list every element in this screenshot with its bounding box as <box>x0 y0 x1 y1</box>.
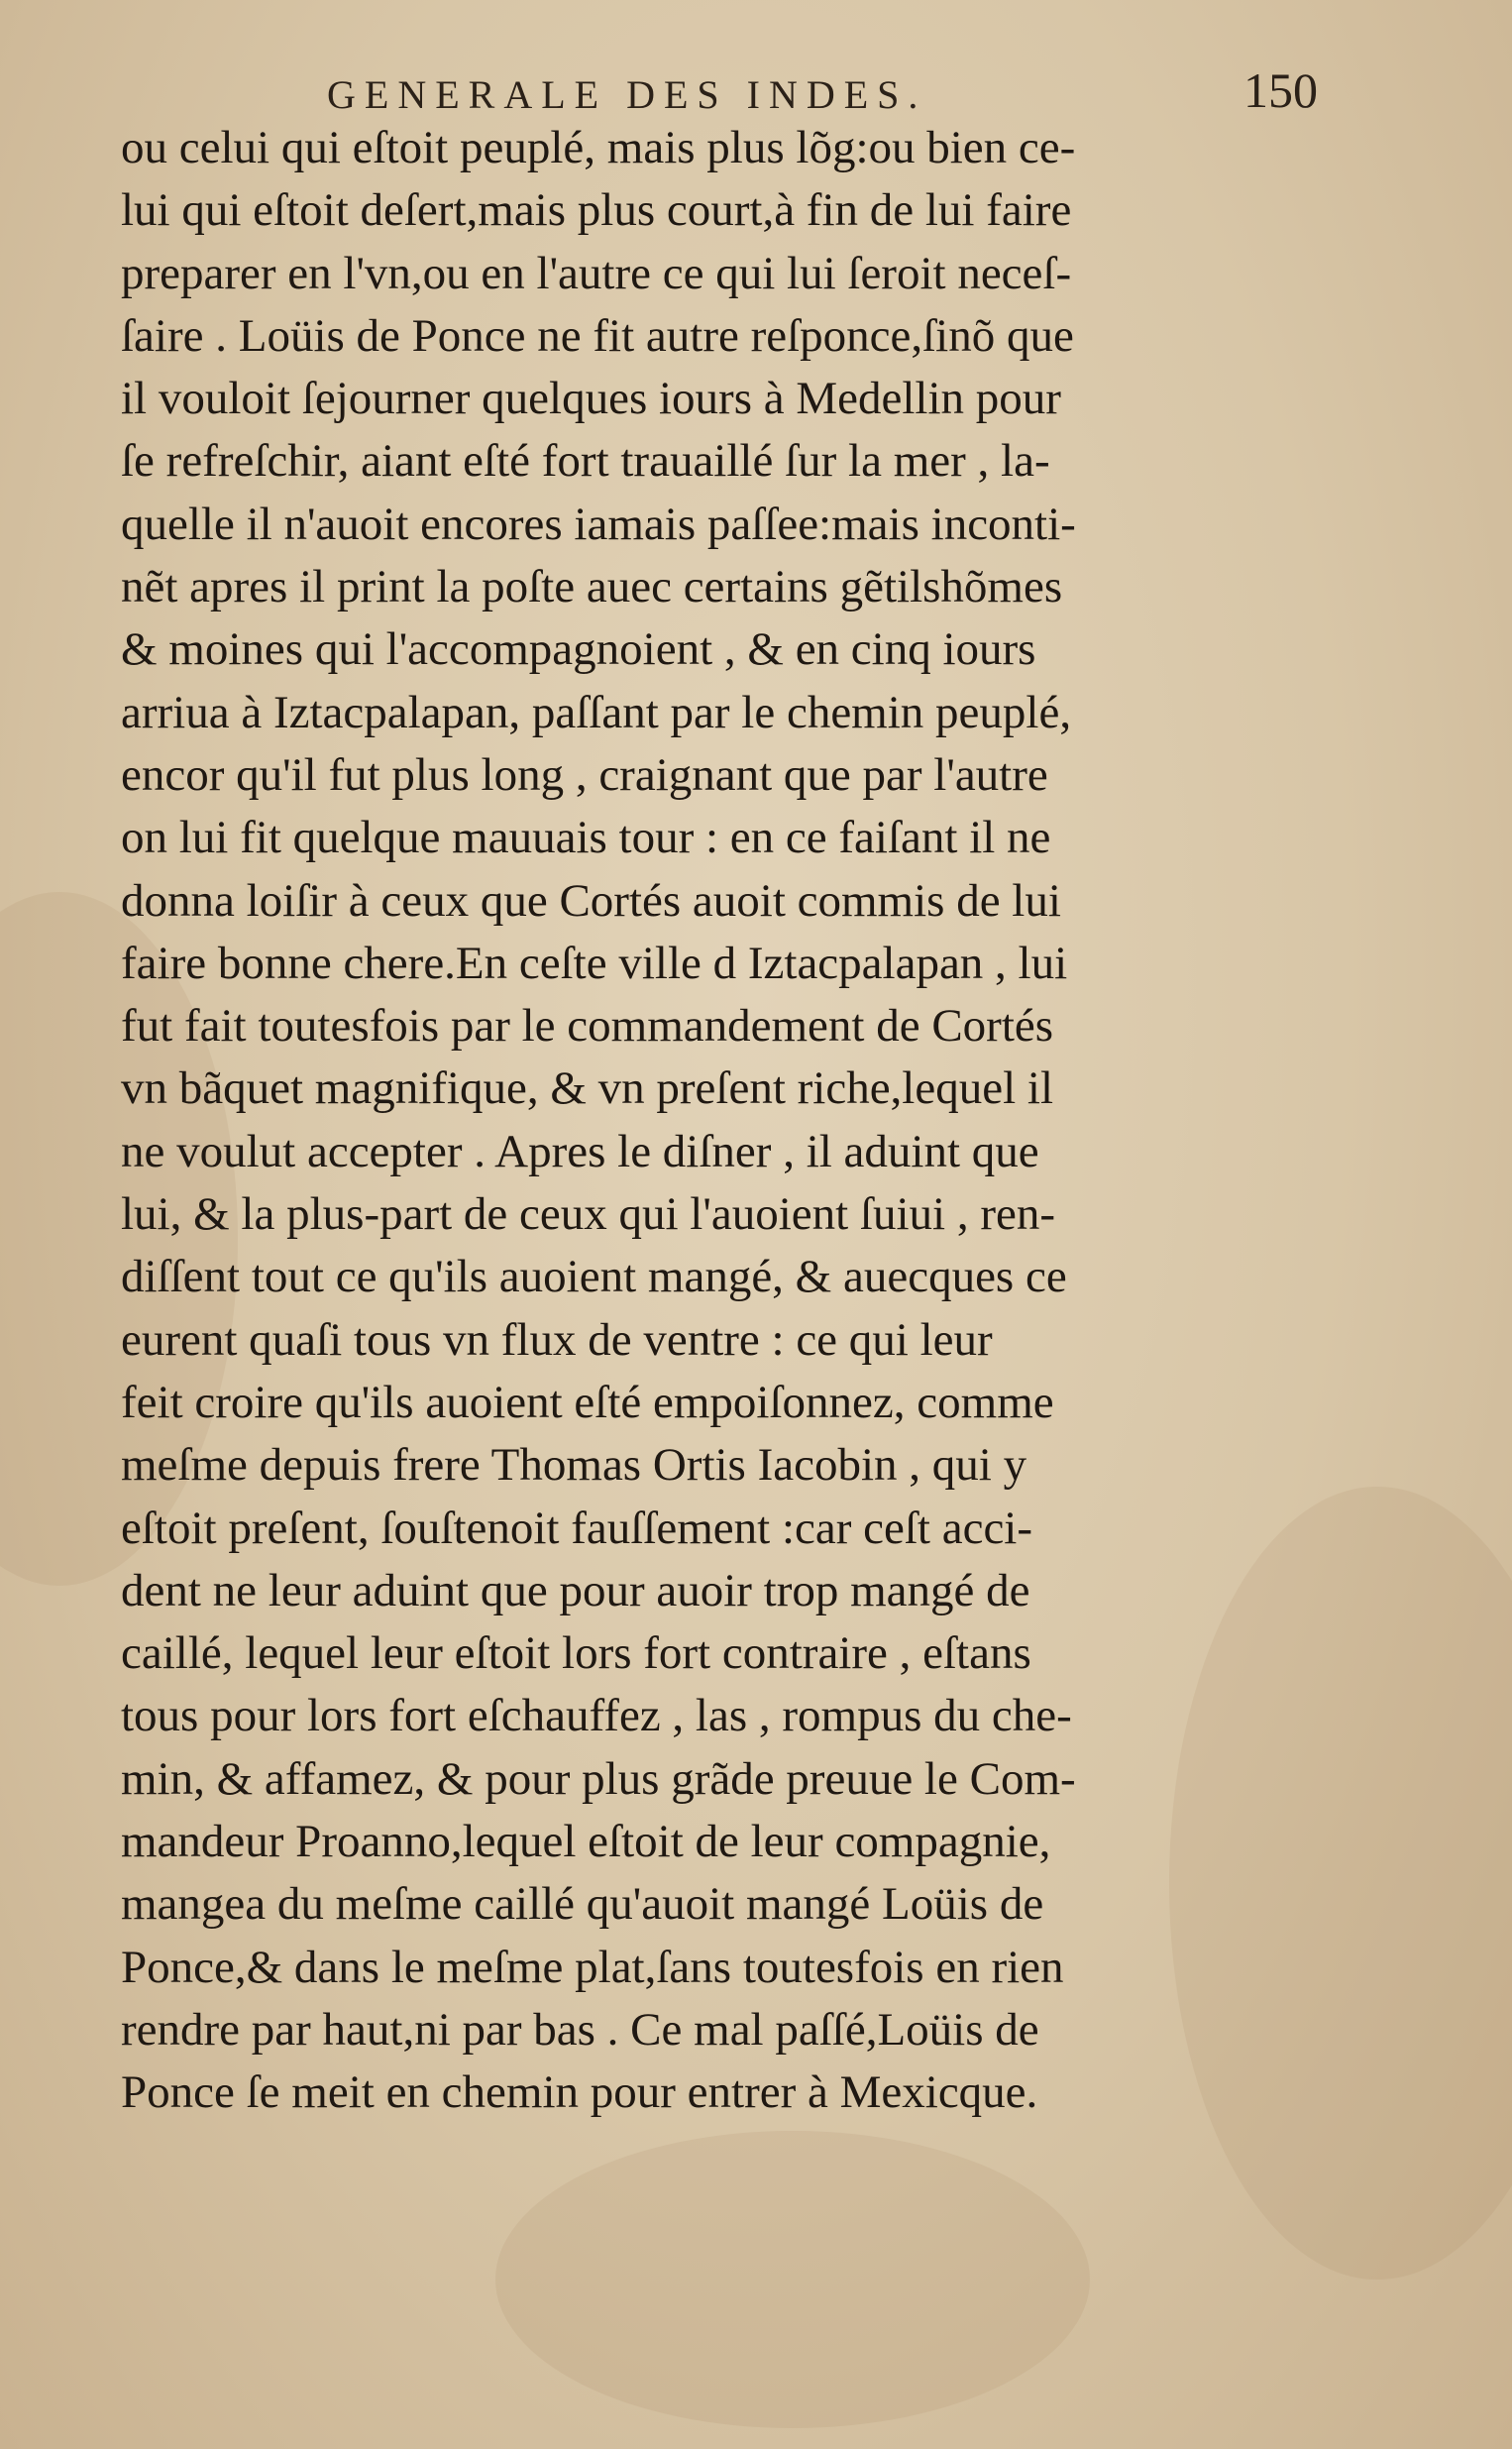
text-line: fut fait toutesfois par le commandement de Cortés <box>121 1000 1054 1053</box>
text-line: Ponce,& dans le meſme plat,ſans toutesfois en rien <box>121 1941 1064 1993</box>
text-line: on lui fit quelque mauuais tour : en ce faiſant il ne <box>121 812 1051 864</box>
text-line: arriua à Iztacpalapan, paſſant par le chemin peuplé, <box>121 686 1072 738</box>
text-line: ſe refreſchir, aiant eſté fort trauaillé ſur la mer , la- <box>121 435 1050 488</box>
text-line: lui qui eſtoit deſert,mais plus court,à fin de lui faire <box>121 184 1072 237</box>
body-text <box>121 117 1310 2125</box>
text-line: lui, & la plus-part de ceux qui l'auoient ſuiui , ren- <box>121 1188 1056 1241</box>
text-line: preparer en l'vn,ou en l'autre ce qui lui ſeroit neceſ- <box>121 247 1072 299</box>
text-line: meſme depuis frere Thomas Ortis Iacobin , qui y <box>121 1439 1027 1492</box>
text-line: mangea du meſme caillé qu'auoit mangé Loüis de <box>121 1878 1044 1931</box>
text-line: ſaire . Loüis de Ponce ne fit autre reſponce,ſinõ que <box>121 309 1074 362</box>
text-line: Ponce ſe meit en chemin pour entrer à Mexicque. <box>121 2066 1038 2119</box>
text-line: faire bonne chere.En ceſte ville d Iztacpalapan , lui <box>121 937 1068 989</box>
text-line: & moines qui l'accompagnoient , & en cinq iours <box>121 623 1036 676</box>
text-line: min, & affamez, & pour plus grãde preuue le Com- <box>121 1752 1076 1805</box>
text-line: ou celui qui eſtoit peuplé, mais plus lõg:ou bien ce- <box>121 122 1076 173</box>
text-line: quelle il n'auoit encores iamais paſſee:mais inconti- <box>121 498 1076 550</box>
text-line: caillé, lequel leur eſtoit lors fort contraire , eſtans <box>121 1627 1031 1680</box>
text-line: nẽt apres il print la poſte auec certains gẽtilshõmes <box>121 561 1063 613</box>
text-line: dent ne leur aduint que pour auoir trop mangé de <box>121 1564 1030 1616</box>
text-line: feit croire qu'ils auoient eſté empoiſonnez, comme <box>121 1376 1054 1428</box>
text-line: eſtoit preſent, ſouſtenoit fauſſement :car ceſt acci- <box>121 1502 1033 1554</box>
text-line: ne voulut accepter . Apres le diſner , il aduint que <box>121 1125 1039 1177</box>
paper-stain <box>495 2131 1090 2428</box>
running-title: GENERALE DES INDES. <box>327 72 927 117</box>
text-line: diſſent tout ce qu'ils auoient mangé, & auecques ce <box>121 1251 1067 1303</box>
text-line: mandeur Proanno,lequel eſtoit de leur compagnie, <box>121 1816 1051 1868</box>
text-line: tous pour lors fort eſchauffez , las , rompus du che- <box>121 1690 1072 1742</box>
text-line: encor qu'il fut plus long , craignant que par l'autre <box>121 748 1048 801</box>
page-number: 150 <box>1243 62 1318 118</box>
text-line: donna loiſir à ceux que Cortés auoit commis de lui <box>121 874 1061 927</box>
text-line: eurent quaſi tous vn flux de ventre : ce qui leur <box>121 1313 993 1366</box>
text-line: vn bãquet magnifique, & vn preſent riche,lequel il <box>121 1062 1054 1115</box>
text-line: il vouloit ſejourner quelques iours à Medellin pour <box>121 373 1061 425</box>
text-line: rendre par haut,ni par bas . Ce mal paſſé,Loüis de <box>121 2003 1039 2056</box>
